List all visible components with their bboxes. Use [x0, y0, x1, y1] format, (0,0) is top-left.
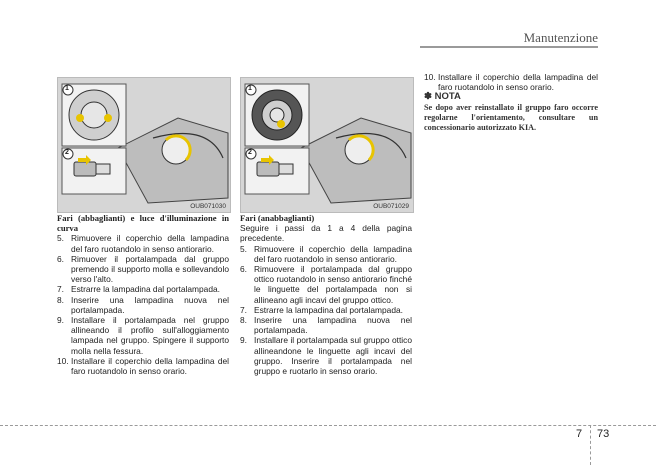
- list-item: 9. Installare il portalampada nel gruppo allineando il profilo sull'alloggiamento lampada nel gruppo. Spingere il supporto molla nella fessura.: [57, 315, 229, 356]
- step-label-1: 1: [65, 85, 69, 92]
- headlamp-illustration-1: [58, 78, 230, 212]
- list-item: 10. Installare il coperchio della lampadina del faro ruotandolo in senso orario.: [424, 72, 598, 93]
- section-heading: Fari (anabbaglianti): [240, 213, 315, 223]
- list-item: 9. Installare il portalampada sul gruppo ottico allineandone le linguette agli incavi del gruppo. Inserire il portalampada nel gruppo e ruotarlo in senso orario.: [240, 335, 412, 377]
- column-low-beam: [240, 213, 412, 376]
- step-list: [240, 244, 412, 377]
- step-list: [424, 72, 598, 92]
- step-list: [57, 233, 229, 376]
- section-title: Manutenzione: [523, 30, 598, 45]
- column-right: [424, 72, 598, 133]
- footer-rule: [0, 425, 656, 426]
- headlamp-illustration-2: [241, 78, 413, 212]
- figure-code: OUB071029: [373, 203, 409, 210]
- page-number: 73: [597, 428, 610, 440]
- figure-high-beam: [57, 77, 231, 213]
- list-item: 8. Inserire una lampadina nuova nel portalampada.: [240, 315, 412, 336]
- step-label-1: 1: [248, 85, 252, 92]
- list-item: 7. Estrarre la lampadina dal portalampada.: [57, 284, 220, 295]
- intro-text: Seguire i passi da 1 a 4 della pagina precedente.: [240, 223, 412, 244]
- list-item: 6. Rimuovere il portalampada dal gruppo ottico ruotandolo in senso antiorario finché le linguette del portalampada non si allineano agli incavi del gruppo ottico.: [240, 264, 412, 305]
- header-rule: [420, 46, 598, 48]
- list-item: 5. Rimuovere il coperchio della lampadina del faro ruotandolo in senso antiorario.: [57, 233, 229, 254]
- note-body: Se dopo aver reinstallato il gruppo faro occorre regolarne l'orientamento, consultare un concessionario autorizzato KIA.: [424, 102, 598, 132]
- list-item: 10. Installare il coperchio della lampadina del faro ruotandolo in senso orario.: [57, 355, 229, 377]
- page-separator: [590, 425, 592, 465]
- list-item: 7. Estrarre la lampadina dal portalampada.: [240, 304, 403, 315]
- figure-code: OUB071030: [190, 203, 226, 210]
- step-label-2: 2: [65, 149, 69, 156]
- list-item: 8. Inserire una lampadina nuova nel portalampada.: [57, 294, 229, 315]
- list-item: 6. Rimuover il portalampada dal gruppo premendo il supporto molla e sollevandolo verso l'alto.: [57, 253, 229, 285]
- column-high-beam: [57, 213, 229, 376]
- list-item: 5. Rimuovere il coperchio della lampadina del faro ruotandolo in senso antiorario.: [240, 243, 412, 264]
- chapter-number: 7: [576, 428, 583, 440]
- section-heading: Fari (abbaglianti) e luce d'illuminazione in curva: [57, 213, 229, 234]
- note-title: ✽ NOTA: [424, 91, 461, 103]
- figure-low-beam: [240, 77, 414, 213]
- step-label-2: 2: [248, 149, 252, 156]
